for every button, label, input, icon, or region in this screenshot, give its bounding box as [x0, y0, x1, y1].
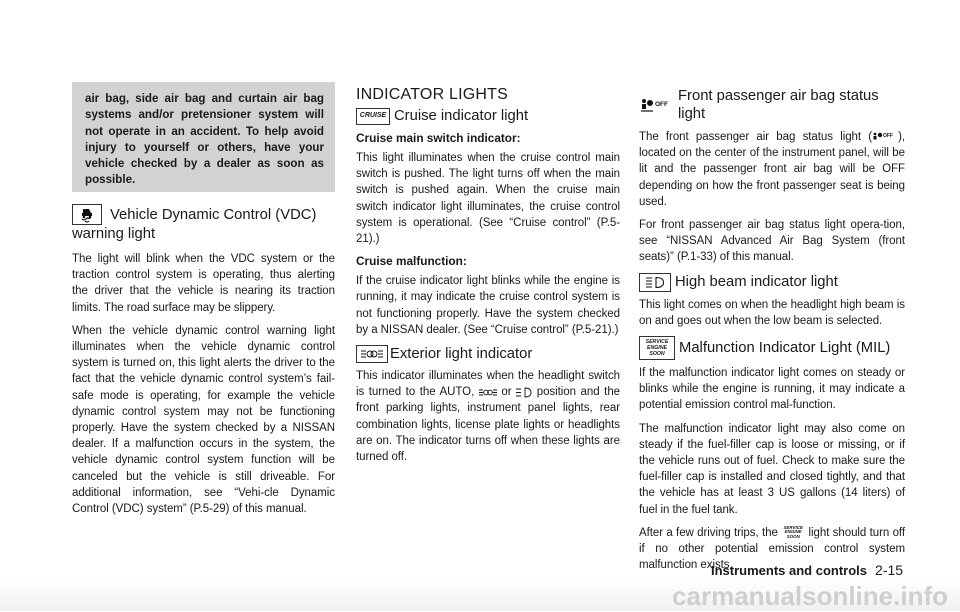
watermark [0, 581, 960, 611]
vdc-warning-icon [72, 204, 102, 225]
vdc-title-line2: warning light [72, 226, 156, 242]
cruise-malfunction-text: If the cruise indicator light blinks while the engine is running, it may indicate the cruise control system is not functioning properly. Have the system checked by a NISSAN dealer. (See “Cruise control” (P.5-21).) [356, 275, 620, 336]
exterior-light-title: Exterior light indicator [390, 346, 533, 363]
passenger-airbag-inline-icon [872, 131, 898, 142]
cruise-malfunction-heading: Cruise malfunction: [356, 254, 467, 269]
high-beam-text: This light comes on when the headlight high beam is on and goes out when the low beam is selected. [639, 298, 905, 327]
vdc-title-line1: Vehicle Dynamic Control (VDC) [110, 206, 317, 223]
exterior-light-text: This indicator illuminates when the headlight switch is turned to the AUTO, or position and the front parking lights, instrument panel lights, rear combination lights, license plate lights or headlights are on. The indicator turns off when these lights are turned off. [356, 370, 621, 464]
indicator-lights-section [356, 86, 620, 472]
column-right [639, 87, 905, 580]
cruise-heading [356, 107, 620, 125]
page-number: 2-15 [875, 562, 904, 578]
cruise-main-switch-text: This light illuminates when the cruise control main switch is pushed. The light turns off when the main switch is pushed again. When the cruise main switch indicator light illuminates, the cruise control system is operational. (See “Cruise control” (P.5-21).) [356, 152, 620, 246]
passenger-airbag-text-2: For front passenger air bag status light opera-tion, see “NISSAN Advanced Air Bag System (front seats)” (P.1-33) of this manual. [639, 219, 905, 264]
headlight-icon [516, 387, 532, 398]
passenger-airbag-icon [639, 97, 675, 114]
cruise-main-switch-heading: Cruise main switch indicator: [356, 131, 521, 145]
vdc-heading [72, 204, 335, 225]
exterior-light-icon [356, 345, 388, 363]
svg-text:OFF: OFF [655, 100, 668, 108]
section-title: INDICATOR LIGHTS [356, 86, 508, 103]
exterior-light-heading [356, 345, 620, 363]
high-beam-title: High beam indicator light [675, 274, 838, 291]
mil-title: Malfunction Indicator Light (MIL) [679, 340, 891, 357]
high-beam-heading [639, 273, 905, 292]
high-beam-icon [639, 273, 671, 292]
svg-text:OFF: OFF [883, 133, 893, 140]
page-footer [711, 562, 903, 578]
mil-text-1: If the malfunction indicator light comes on steady or blinks while the engine is running, it may indicate a potential emission control mal-function. [639, 367, 905, 412]
cruise-title: Cruise indicator light [394, 108, 529, 124]
mil-text-3: After a few driving trips, the SERVICE ENGINE SOON light should turn off if no other potential emission control system malfunction exists. [639, 524, 905, 572]
service-engine-soon-inline-icon: SERVICE ENGINE SOON [783, 524, 803, 540]
vdc-section [72, 204, 335, 524]
passenger-airbag-text-1: The front passenger air bag status light ( OFF ), located on the center of the instrument panel, will be lit and the passenger front air bag will be OFF depending on how the front passenger seat is being used. [639, 131, 905, 208]
warning-text: air bag, side air bag and curtain air bag systems and/or pretensioner system will not operate in an accident. To help avoid injury to yourself or others, have your vehicle checked by a dealer as soon as possible. [85, 92, 324, 187]
mil-heading [639, 336, 905, 360]
cruise-icon: CRUISE [356, 108, 390, 125]
passenger-airbag-title: Front passenger air bag status light [678, 88, 879, 122]
service-engine-soon-icon: SERVICE ENGINE SOON [639, 336, 675, 360]
vdc-paragraph-2: When the vehicle dynamic control warning light illuminates when the vehicle dynamic control system is turned on, this light alerts the driver to the fact that the vehicle dynamic control system’s fail-safe mode is operating, for example the vehicle dynamic control system may not be functioning properly. Have the system checked by a NISSAN dealer. If a malfunction occurs in the system, the vehicle dynamic control system function will be canceled but the vehicle is still driveable. For additional information, see “Vehi-cle Dynamic Control (VDC) system” (P.5-29) of this manual. [72, 324, 335, 516]
footer-section: Instruments and controls [711, 563, 868, 578]
passenger-airbag-heading [639, 87, 905, 123]
warning-box [72, 82, 335, 192]
mil-text-2: The malfunction indicator light may also come on steady if the fuel-filler cap is loose or missing, or if the vehicle runs out of fuel. Check to make sure the fuel-filler cap is installed and closed tightly, and that the vehicle has at least 3 US gallons (14 liters) of fuel in the fuel tank. [639, 422, 905, 516]
watermark-text: carmanualsonline.info [672, 581, 948, 611]
vdc-paragraph-1: The light will blink when the VDC system or the traction control system is operating, thus alerting the driver that the vehicle is nearing its traction limits. The road surface may be slippery. [72, 253, 335, 314]
parking-light-icon [479, 388, 497, 397]
